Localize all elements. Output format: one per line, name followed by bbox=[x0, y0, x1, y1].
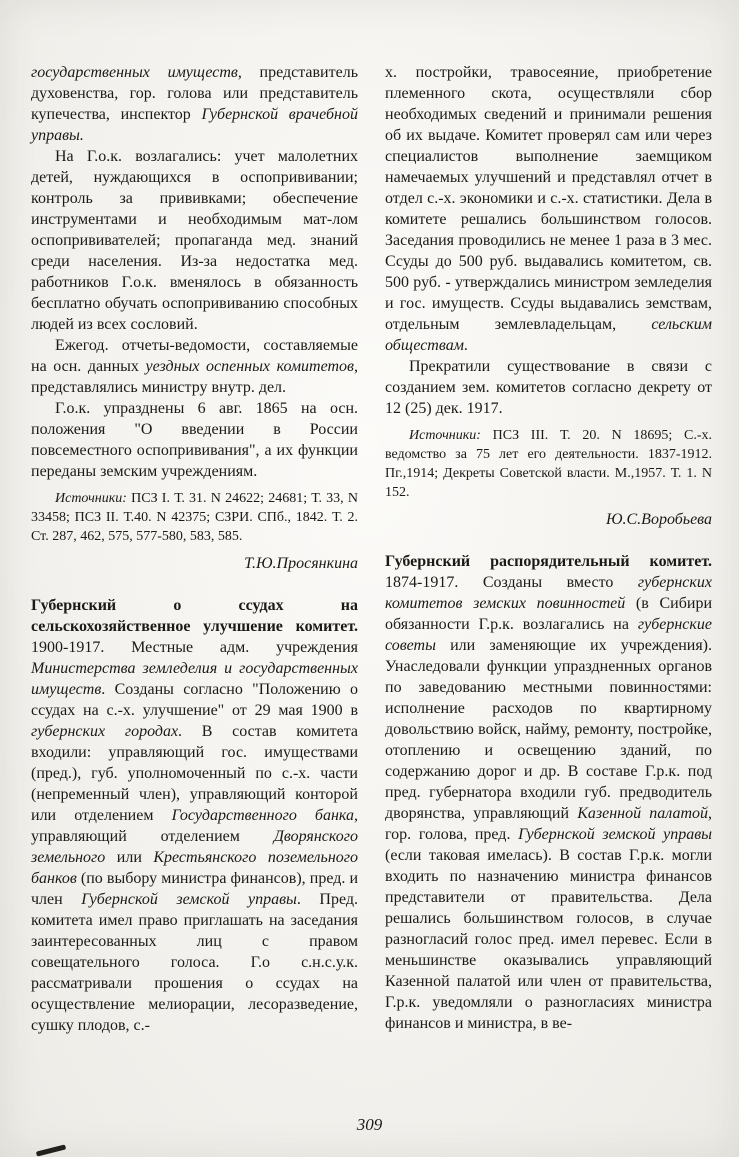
text-run: , управляющий отделением bbox=[31, 807, 358, 845]
author-byline bbox=[385, 509, 712, 530]
text-run: , представитель духовенства, гор. голова или представитель купечества, инспектор bbox=[31, 64, 358, 123]
text-run: (в Сибири обязанности Г.р.к. возлагались на bbox=[385, 595, 712, 633]
text-run: ПСЗ I. Т. 31. N 24622; 24681; Т. 33, N 33458; ПСЗ II. Т.40. N 42375; СЗРИ. СПб., 1842. Т. 2. Ст. 287, 462, 575, 577-580, 583, 585. bbox=[31, 491, 358, 544]
page-number: 309 bbox=[356, 1115, 383, 1134]
text-run: 1874-1917. Созданы вместо bbox=[385, 574, 638, 591]
text-run: 1900-1917. Местные адм. учреждения bbox=[31, 639, 358, 656]
text-run: или заменяющие их учреждения). Унаследовали функции упраздненных органов по заведованию местными повинностями: исполнение расходов по квартирному довольствию войск, найму, ремонту, постройке, отоплению и освещению зданий, по содержанию дорог и др. В составе Г.р.к. под пред. губернатора входили губ. предводитель дворянства, управляющий bbox=[385, 637, 712, 822]
text-run: х. постройки, травосеяние, приобретение племенного скота, осуществляли сбор необходимых сведений и принимали решения об их выдаче. Комитет проверял сам или через специалистов выполнение заемщиком намечаемых улучшений и представлял отчет в отдел с.-х. экономики и с.-х. статистики. Дела в комитете решались большинством голосов. Заседания проводились не менее 1 раза в 3 мес. Ссуды до 500 руб. выдавались комитетом, св. 500 руб. - утверждались министром земледелия и гос. имуществ. Ссуды выдавались земствам, отдельным землевладельцам, bbox=[385, 64, 712, 333]
paragraph bbox=[385, 356, 712, 419]
scan-artifact bbox=[36, 1144, 66, 1156]
text-run: , гор. голова, пред. bbox=[385, 805, 712, 843]
text-run: Ю.С.Воробьева bbox=[605, 511, 712, 528]
text-run: Казенной палатой bbox=[577, 805, 708, 822]
text-run: государственных имуществ bbox=[31, 64, 238, 81]
text-run: Источники: bbox=[55, 491, 127, 506]
text-run: Губернской врачебной управы. bbox=[31, 106, 358, 144]
text-run: . Созданы согласно "Положению о ссудах на с.-х. улучшение" от 29 мая 1900 в bbox=[31, 681, 358, 719]
text-run: губернских городах bbox=[31, 723, 179, 740]
text-run: Губернской земской управы bbox=[518, 826, 713, 843]
text-run: Прекратили существование в связи с созданием зем. комитетов согласно декрету от 12 (25) дек. 1917. bbox=[385, 358, 712, 417]
text-run: Ежегод. отчеты-ведомости, составляемые на осн. данных bbox=[31, 337, 358, 375]
text-run: или bbox=[105, 849, 154, 866]
text-run: Крестьянского поземельного банков bbox=[31, 849, 358, 887]
text-run: губернские советы bbox=[385, 616, 712, 654]
article-gubernsky-rasporyaditelny bbox=[385, 551, 712, 1034]
text-run: . В состав комитета входили: управляющий гос. имуществами (пред.), губ. уполномоченный по с.-х. части (непременный член), управляющий конторой или отделением bbox=[31, 723, 358, 824]
text-run: На Г.о.к. возлагались: учет малолетних детей, нуждающихся в оспопрививании; контроль за прививками; обеспечение инструментами и необходимым мат-лом оспопрививателей; пропаганда мед. знаний среди населения. Из-за недостатка мед. работников Г.о.к. вменялось в обязанность бесплатно обучать оспопрививанию способных людей из всех сословий. bbox=[31, 148, 358, 333]
text-run: (если таковая имелась). В состав Г.р.к. могли входить по назначению министра финансов представители от правительства. Дела решались большинством голосов, в случае разногласий голос пред. имел перевес. Если в меньшинстве оказывались управляющий Казенной палатой или член от правительства, Г.р.к. уведомляли о разногласиях министра финансов и министра, в ве- bbox=[385, 847, 712, 1032]
text-run: Дворянского земельного bbox=[31, 828, 358, 866]
paragraph bbox=[31, 335, 358, 398]
paragraph bbox=[31, 146, 358, 335]
text-run: . bbox=[463, 337, 468, 354]
author-byline bbox=[31, 553, 358, 574]
text-run: Г.о.к. упразднены 6 авг. 1865 на осн. положения "О введении в России повсеместного оспопрививания", а их функции переданы земским учреждениям. bbox=[31, 400, 358, 480]
text-run: . Пред. комитета имел право приглашать на заседания заинтересованных лиц с правом совещательного голоса. Г.о с.н.с.у.к. рассматривали прошения о ссудах на осуществление мелиорации, лесоразведение, сушку плодов, с.- bbox=[31, 891, 359, 1034]
text-run: Губернский распорядительный комитет. bbox=[385, 553, 712, 570]
text-run: сельским обществам bbox=[385, 316, 712, 354]
sources bbox=[31, 489, 358, 546]
text-run: , представлялись министру внутр. дел. bbox=[31, 358, 359, 396]
text-run: Источники: bbox=[409, 428, 481, 443]
text-run: (по выбору министра финансов), пред. и член bbox=[31, 870, 358, 908]
article-continuation bbox=[31, 62, 358, 146]
text-run: Губернской земской управы bbox=[81, 891, 297, 908]
left-column bbox=[31, 62, 358, 1036]
text-run: Т.Ю.Просянкина bbox=[244, 555, 358, 572]
text-run: Губернский о ссудах на сельскохозяйственное улучшение комитет. bbox=[31, 597, 358, 635]
article-gubernsky-o-ssudakh bbox=[31, 595, 358, 1036]
right-column bbox=[385, 62, 712, 1036]
text-run: уездных оспенных комитетов bbox=[145, 358, 355, 375]
article-continuation bbox=[385, 62, 712, 356]
text-run: Государственного банка bbox=[171, 807, 354, 824]
paragraph bbox=[31, 398, 358, 482]
text-run: губернских комитетов земских повинностей bbox=[385, 574, 712, 612]
text-run: ПСЗ III. Т. 20. N 18695; С.-х. ведомство за 75 лет его деятельности. 1837-1912. Пг.,1914; Декреты Советской власти. М.,1957. Т. 1. N 152. bbox=[385, 428, 712, 500]
sources bbox=[385, 426, 712, 502]
text-run: Министерства земледелия и государственных имуществ bbox=[31, 660, 358, 698]
